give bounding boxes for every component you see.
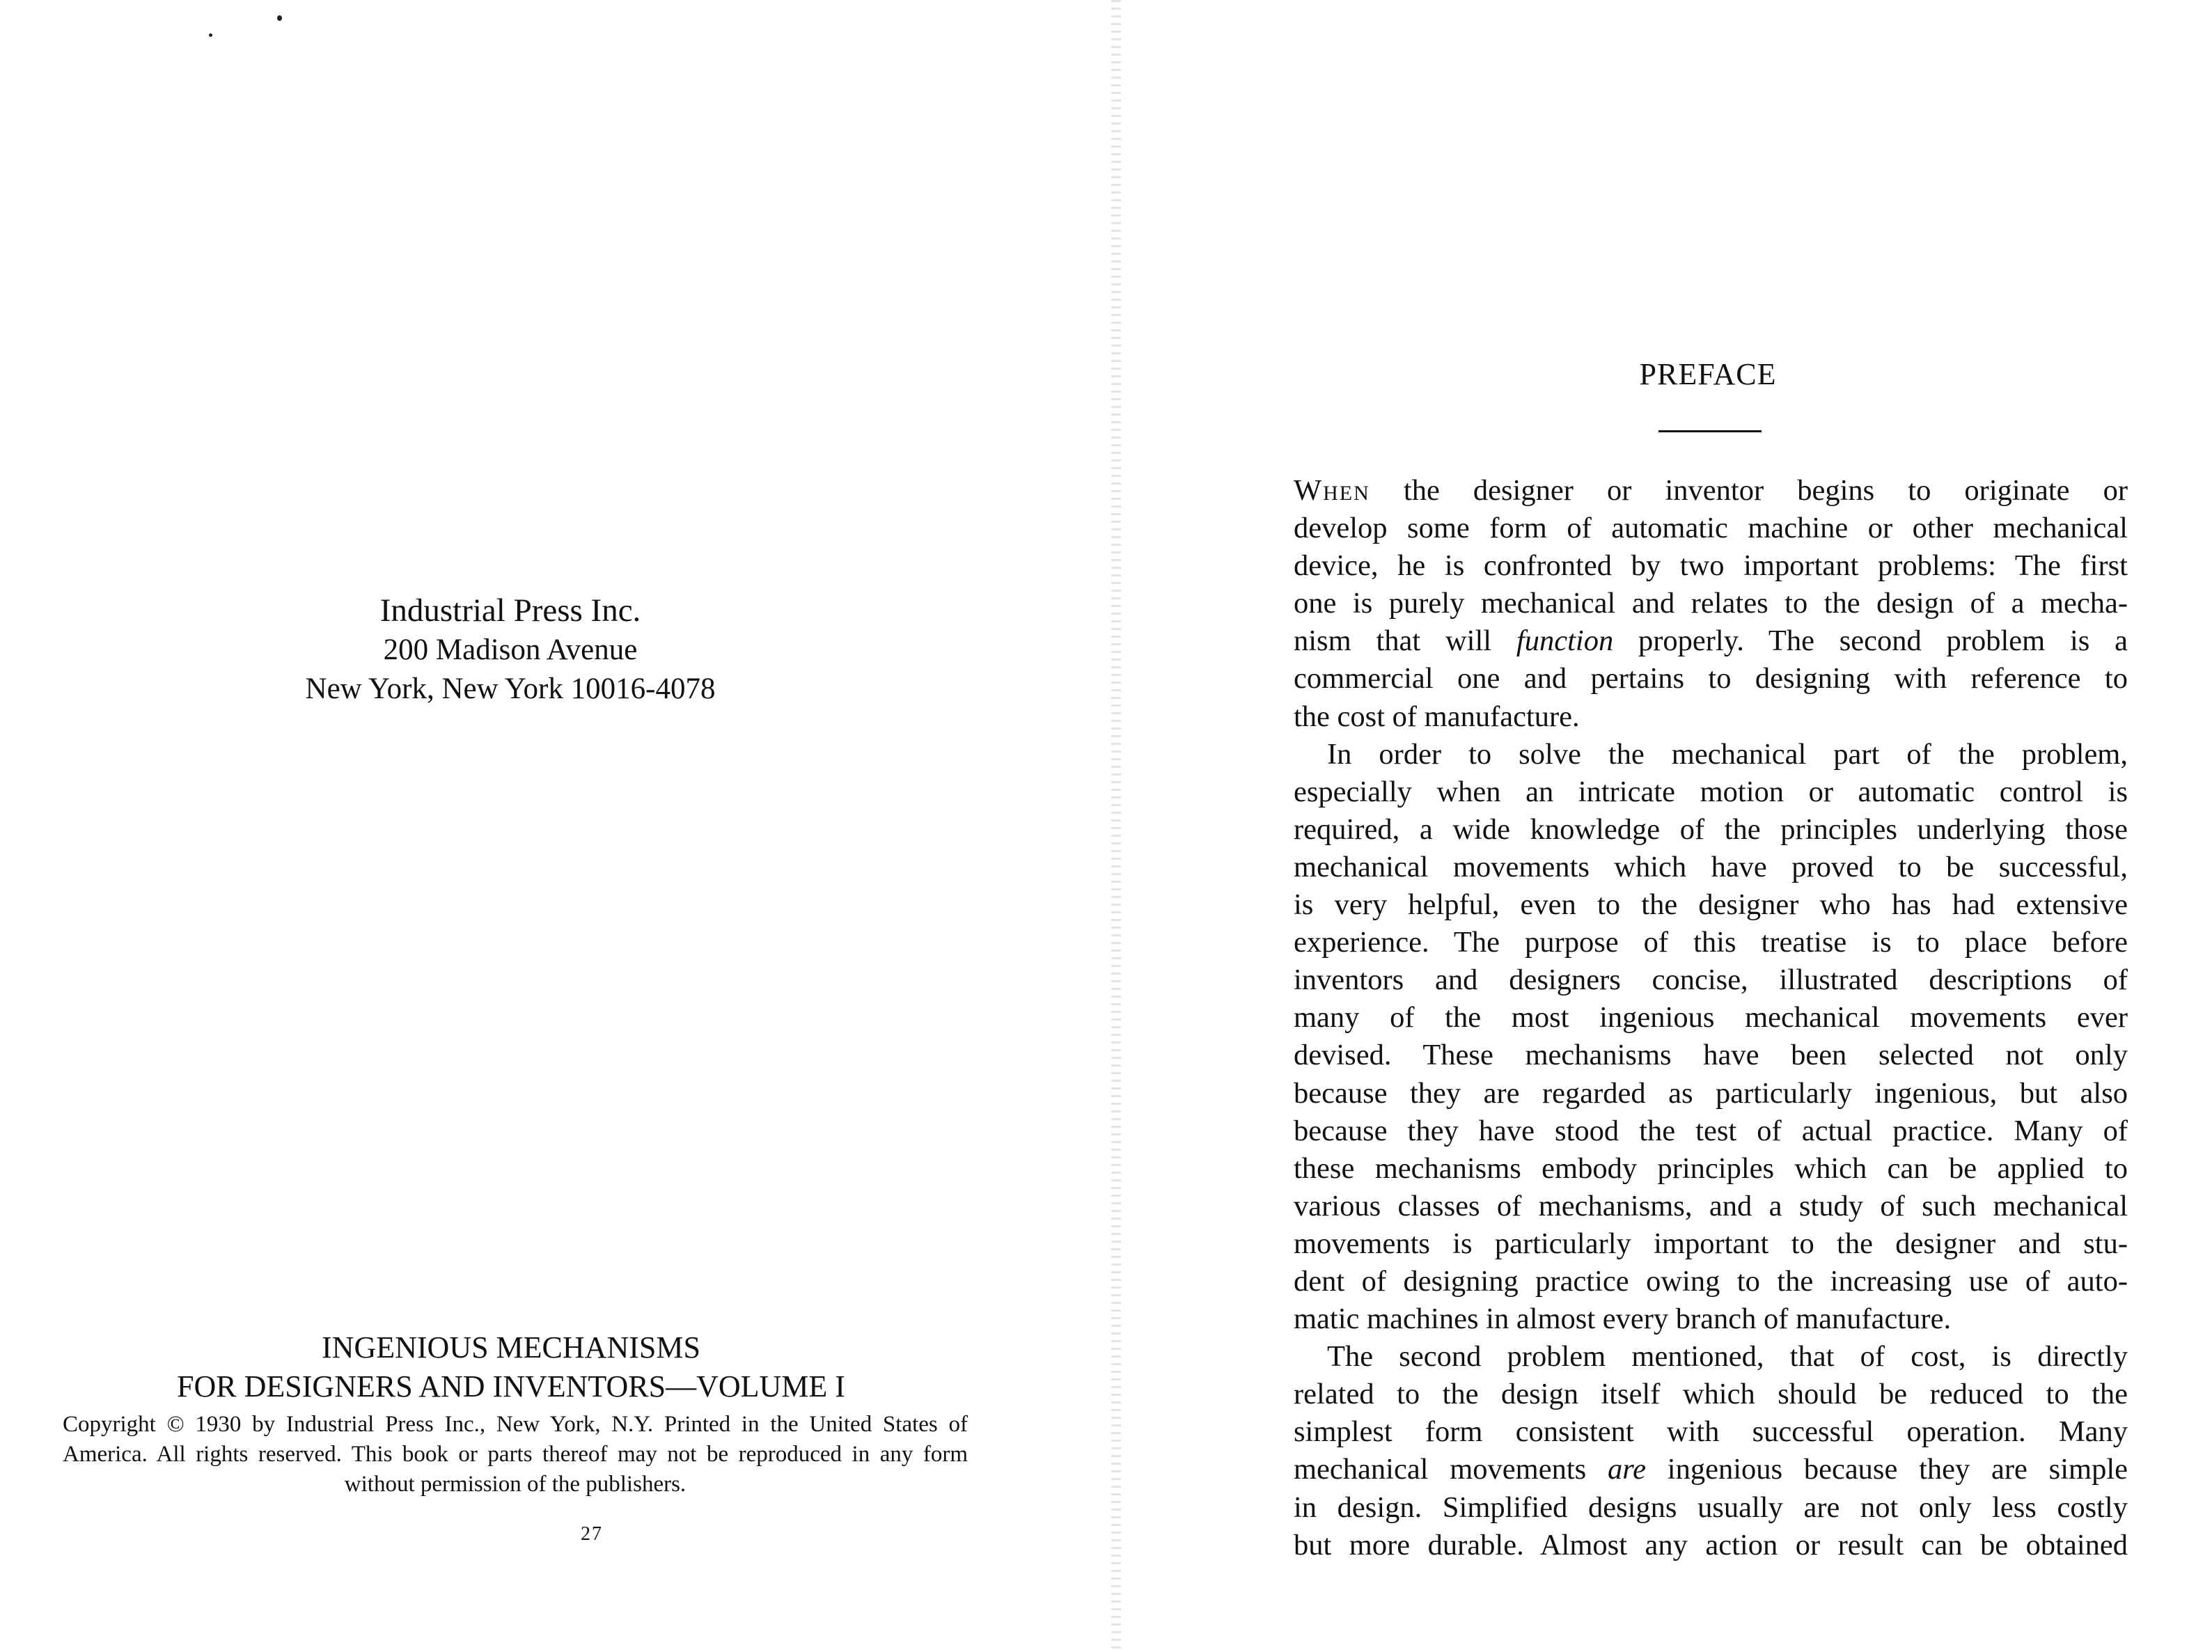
preface-line	[1294, 1376, 2128, 1413]
text-run: these mechanisms embody principles which can be applied to	[1294, 1151, 2128, 1185]
text-run: nism that will	[1294, 624, 1516, 658]
preface-line	[1294, 886, 2128, 924]
book-title-line-2: FOR DESIGNERS AND INVENTORS—VOLUME I	[177, 1369, 845, 1403]
preface-line	[1294, 698, 2128, 736]
copyright-notice: Copyright © 1930 by Industrial Press Inc., New York, N.Y. Printed in the United States of America. All rights reserved. This book or parts thereof may not be reproduced in any form without permission of the publishers.	[63, 1412, 968, 1497]
preface-line	[1294, 1413, 2128, 1451]
italic-word: are	[1607, 1453, 1647, 1486]
preface-line	[1294, 1300, 2128, 1338]
preface-line	[1294, 1075, 2128, 1112]
preface-line	[1294, 1263, 2128, 1300]
text-run: dent of designing practice owing to the increasing use of auto-	[1294, 1264, 2128, 1298]
text-run: inventors and designers concise, illustrated descriptions of	[1294, 963, 2128, 997]
book-title-line-1: INGENIOUS MECHANISMS	[322, 1330, 700, 1364]
text-run: in design. Simplified designs usually are not only less costly	[1294, 1490, 2128, 1524]
text-run: mechanical movements	[1294, 1453, 1608, 1486]
text-run: required, a wide knowledge of the principles underlying those	[1294, 812, 2128, 846]
preface-line	[1294, 811, 2128, 849]
text-run: device, he is confronted by two important problems: The first	[1294, 549, 2128, 583]
text-run: matic machines in almost every branch of manufacture.	[1294, 1303, 1952, 1336]
preface-line	[1294, 1489, 2128, 1527]
preface-line	[1294, 547, 2128, 585]
preface-line	[1294, 1112, 2128, 1150]
scan-speck	[277, 15, 282, 21]
text-run: mechanical movements which have proved to be successful,	[1294, 850, 2128, 883]
preface-line	[1294, 1225, 2128, 1263]
text-run: develop some form of automatic machine or other mechanical	[1294, 512, 2128, 545]
text-run: but more durable. Almost any action or result can be obtained	[1294, 1528, 2128, 1561]
small-caps-word: When	[1294, 474, 1370, 507]
heading-rule	[1658, 430, 1762, 432]
text-run: especially when an intricate motion or automatic control is	[1294, 775, 2128, 808]
preface-heading: PREFACE	[1639, 357, 1777, 391]
text-run: devised. These mechanisms have been selected not only	[1294, 1039, 2128, 1072]
text-run: ingenious because they are simple	[1646, 1453, 2128, 1486]
text-run: experience. The purpose of this treatise is to place before	[1294, 926, 2128, 959]
text-run: simplest form consistent with successful operation. Many	[1294, 1415, 2128, 1449]
scan-speck	[209, 33, 212, 37]
text-run: many of the most ingenious mechanical movements ever	[1294, 1001, 2128, 1035]
book-title	[0, 1328, 1022, 1406]
preface-line	[1294, 1150, 2128, 1188]
text-run: related to the design itself which should be reduced to the	[1294, 1378, 2128, 1411]
text-run: commercial one and pertains to designing with reference to	[1294, 662, 2128, 695]
text-run: the designer or inventor begins to originate or	[1370, 474, 2128, 507]
preface-line	[1294, 1527, 2128, 1564]
text-run: properly. The second problem is a	[1613, 624, 2128, 658]
publisher-street: 200 Madison Avenue	[383, 634, 638, 666]
text-run: the cost of manufacture.	[1294, 700, 1580, 733]
preface-line	[1294, 736, 2128, 773]
preface-line	[1294, 1451, 2128, 1488]
text-run: because they are regarded as particularly ingenious, but also	[1294, 1076, 2128, 1110]
preface-line	[1294, 510, 2128, 547]
publisher-name: Industrial Press Inc.	[379, 592, 641, 629]
text-run: The second problem mentioned, that of cost, is directly	[1327, 1340, 2128, 1374]
publisher-address	[162, 590, 858, 709]
preface-line	[1294, 660, 2128, 698]
publisher-city: New York, New York 10016-4078	[305, 672, 716, 705]
preface-line	[1294, 773, 2128, 811]
preface-line	[1294, 1338, 2128, 1376]
preface-line	[1294, 924, 2128, 961]
text-run: is very helpful, even to the designer who has had extensive	[1294, 888, 2128, 922]
text-run: various classes of mechanisms, and a study of such mechanical	[1294, 1189, 2128, 1222]
text-run: In order to solve the mechanical part of the problem,	[1327, 737, 2128, 771]
preface-line	[1294, 849, 2128, 886]
preface-line	[1294, 472, 2128, 510]
italic-word: function	[1516, 624, 1614, 658]
preface-line	[1294, 622, 2128, 660]
preface-line	[1294, 1037, 2128, 1074]
page-number: 27	[581, 1523, 603, 1545]
preface-body	[1294, 472, 2128, 1564]
preface-line	[1294, 999, 2128, 1037]
preface-line	[1294, 961, 2128, 999]
preface-line	[1294, 1188, 2128, 1225]
text-run: because they have stood the test of actual practice. Many of	[1294, 1114, 2128, 1147]
preface-line	[1294, 585, 2128, 622]
text-run: movements is particularly important to the designer and stu-	[1294, 1227, 2128, 1260]
text-run: one is purely mechanical and relates to the design of a mecha-	[1294, 587, 2128, 620]
book-gutter	[1111, 0, 1121, 1652]
